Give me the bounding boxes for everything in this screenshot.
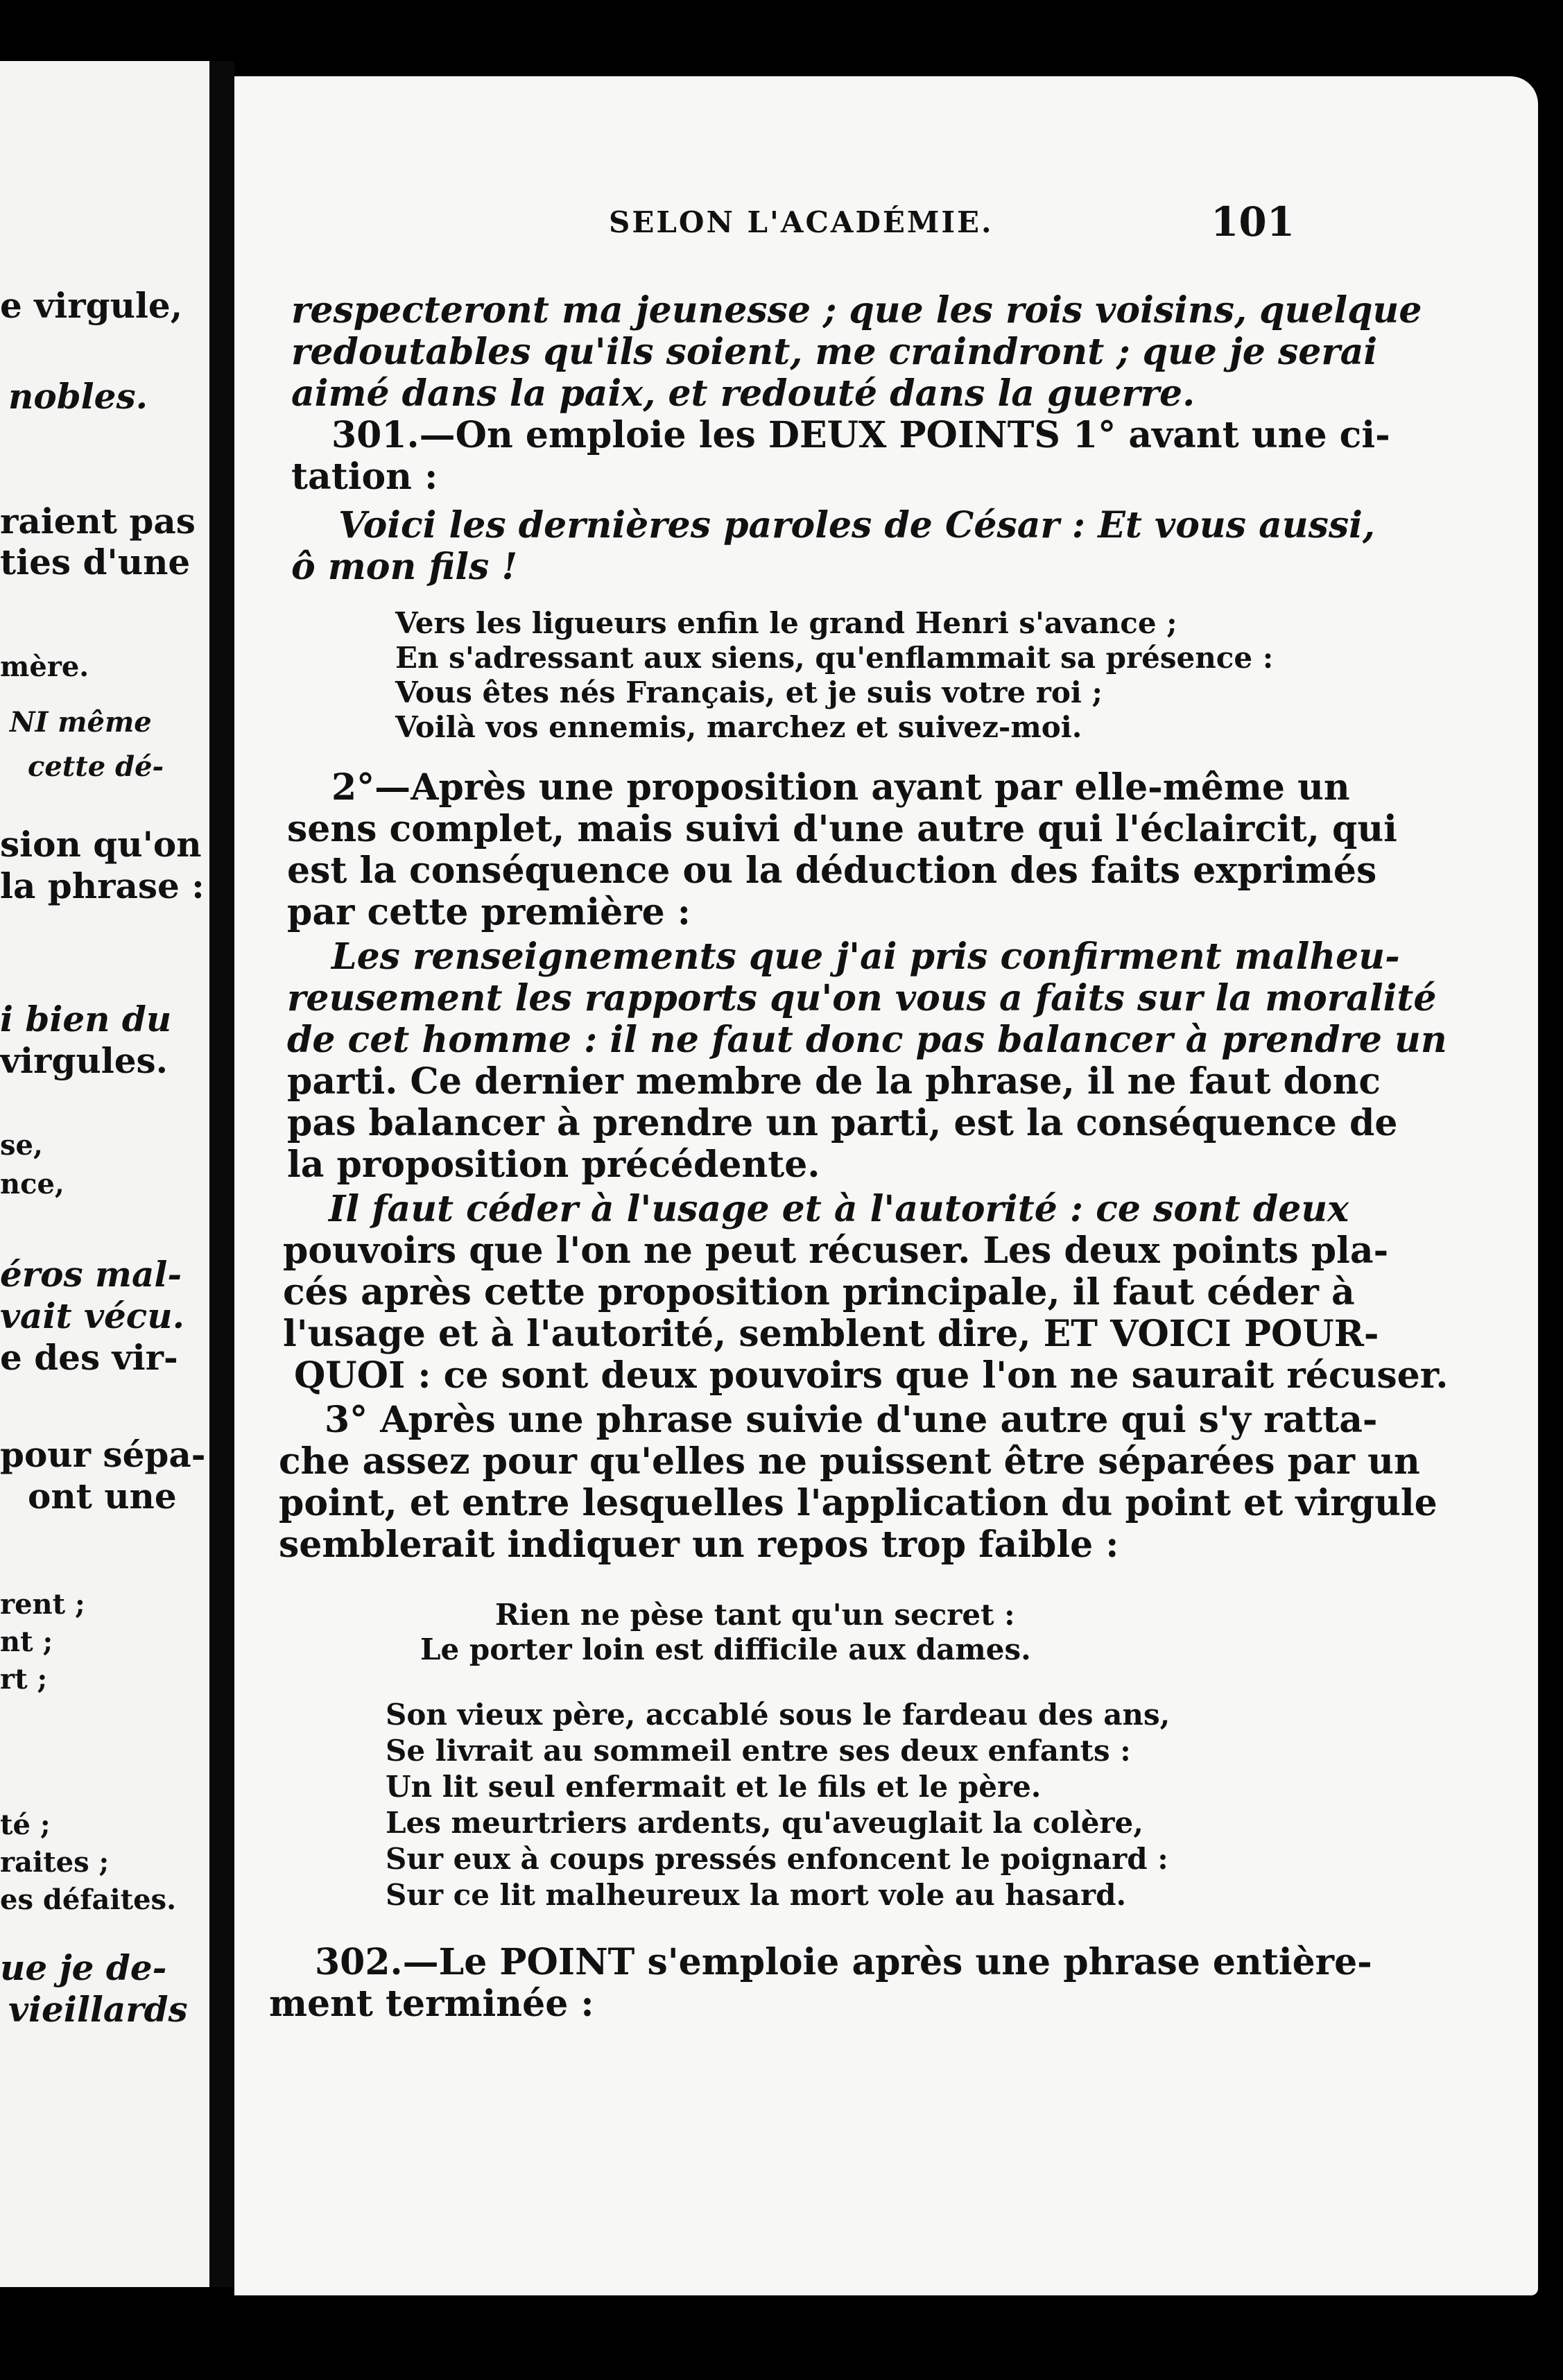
body-line: 302.—Le POINT s'emploie après une phrase entière-	[315, 1941, 1372, 1983]
left-line: pour sépa-	[0, 1434, 206, 1475]
verse-line: Rien ne pèse tant qu'un secret :	[495, 1598, 1015, 1632]
verse-line: Vers les ligueurs enfin le grand Henri s'avance ;	[395, 606, 1177, 640]
left-line: se,	[0, 1129, 43, 1162]
body-line: ment terminée :	[269, 1983, 594, 2025]
verse-line: Vous êtes nés Français, et je suis votre roi ;	[395, 675, 1103, 709]
verse-line: Sur ce lit malheureux la mort vole au hasard.	[386, 1878, 1127, 1912]
left-line: rt ;	[0, 1663, 48, 1696]
left-line: té ;	[0, 1809, 51, 1841]
body-line: Les renseignements que j'ai pris confirment malheu-	[331, 935, 1400, 978]
left-line: i bien du	[0, 999, 172, 1040]
left-line: vait vécu.	[0, 1295, 185, 1336]
body-line: est la conséquence ou la déduction des faits exprimés	[287, 850, 1377, 892]
verse-line: Voilà vos ennemis, marchez et suivez-moi.	[395, 710, 1082, 744]
body-line: reusement les rapports qu'on vous a faits sur la moralité	[287, 977, 1437, 1019]
verse-line: Se livrait au sommeil entre ses deux enfants :	[386, 1734, 1131, 1768]
verse-line: Le porter loin est difficile aux dames.	[420, 1632, 1031, 1666]
running-title: SELON L'ACADÉMIE.	[609, 205, 994, 239]
left-line: ont une	[28, 1476, 177, 1517]
body-line: de cet homme : il ne faut donc pas balancer à prendre un	[287, 1019, 1447, 1061]
left-line: la phrase :	[0, 865, 205, 906]
body-line: l'usage et à l'autorité, semblent dire, ET VOICI POUR-	[283, 1313, 1379, 1355]
body-line: tation :	[291, 456, 438, 498]
left-line: virgules.	[0, 1040, 169, 1081]
body-line: redoutables qu'ils soient, me craindront ; que je serai	[291, 331, 1378, 373]
left-line: cette dé-	[28, 750, 164, 783]
verse-line: Son vieux père, accablé sous le fardeau des ans,	[386, 1698, 1171, 1732]
left-page-fragment	[0, 61, 209, 2287]
left-line: nce,	[0, 1168, 64, 1200]
body-line: la proposition précédente.	[287, 1144, 820, 1186]
left-line: raites ;	[0, 1846, 110, 1879]
body-line: Voici les dernières paroles de César : Et vous aussi,	[338, 504, 1375, 546]
verse-line: Les meurtriers ardents, qu'aveuglait la colère,	[386, 1806, 1143, 1840]
body-line: 2°—Après une proposition ayant par elle-même un	[331, 766, 1350, 809]
body-line: cés après cette proposition principale, il faut céder à	[283, 1271, 1355, 1313]
left-line: sion qu'on	[0, 824, 202, 865]
left-line: mère.	[0, 650, 89, 683]
verse-line: Un lit seul enfermait et le fils et le père.	[386, 1770, 1042, 1804]
left-line: e des vir-	[0, 1337, 178, 1378]
left-line: NI même	[10, 706, 152, 739]
left-line: vieillards	[8, 1989, 188, 2030]
page-gutter	[209, 61, 234, 2287]
left-line: e virgule,	[0, 285, 183, 326]
body-line: Il faut céder à l'usage et à l'autorité : ce sont deux	[329, 1188, 1349, 1230]
body-line: semblerait indiquer un repos trop faible :	[279, 1524, 1119, 1566]
verse-line: En s'adressant aux siens, qu'enflammait sa présence :	[395, 641, 1274, 675]
body-line: point, et entre lesquelles l'application du point et virgule	[279, 1482, 1437, 1524]
body-line: aimé dans la paix, et redouté dans la guerre.	[291, 372, 1195, 415]
left-line: éros mal-	[0, 1254, 182, 1295]
body-line: respecteront ma jeunesse ; que les rois voisins, quelque	[291, 289, 1422, 331]
body-line: ô mon fils !	[291, 546, 518, 588]
body-line: pouvoirs que l'on ne peut récuser. Les deux points pla-	[283, 1230, 1389, 1272]
body-line: QUOI : ce sont deux pouvoirs que l'on ne saurait récuser.	[294, 1354, 1449, 1397]
left-line: es défaites.	[0, 1883, 177, 1916]
body-line: che assez pour qu'elles ne puissent être séparées par un	[279, 1440, 1420, 1483]
verse-line: Sur eux à coups pressés enfoncent le poignard :	[386, 1842, 1168, 1876]
left-line: ue je de-	[0, 1947, 167, 1988]
left-line: ties d'une	[0, 542, 191, 583]
body-line: parti. Ce dernier membre de la phrase, il ne faut donc	[287, 1060, 1381, 1103]
left-line: rent ;	[0, 1588, 85, 1621]
body-line: 301.—On emploie les DEUX POINTS 1° avant une ci-	[331, 414, 1390, 456]
body-line: sens complet, mais suivi d'une autre qui l'éclaircit, qui	[287, 808, 1397, 850]
right-page	[234, 76, 1538, 2295]
body-line: pas balancer à prendre un parti, est la conséquence de	[287, 1102, 1398, 1144]
body-line: par cette première :	[287, 891, 691, 933]
left-line: nt ;	[0, 1626, 53, 1658]
left-line: raient pas	[0, 501, 196, 542]
body-line: 3° Après une phrase suivie d'une autre qui s'y ratta-	[325, 1399, 1378, 1441]
left-line: nobles.	[8, 376, 148, 417]
page-number: 101	[1211, 198, 1295, 245]
